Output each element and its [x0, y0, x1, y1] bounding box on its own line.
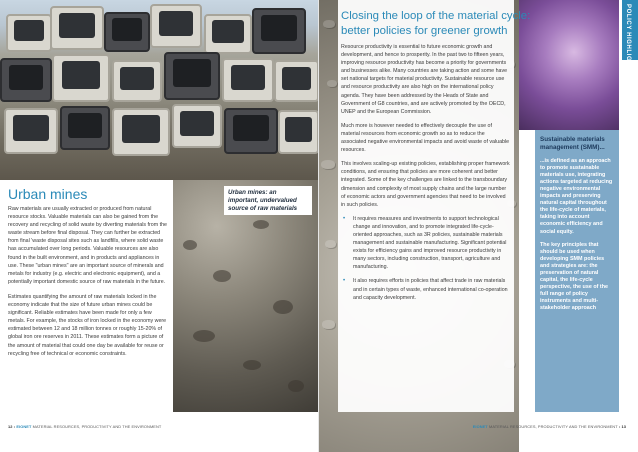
paragraph: Resource productivity is essential to future economic growth and development, and hence to prosperity. In the past two to fifteen years, improving resource productivity has become a priority for governments and businesses alike. Many countries are taking action and some have set national targets for material productivity. Sustainable resource use and resource productivity are also high on the international policy agenda. They have been addressed by the Heads of State and Government of G8 countries, and are actively promoted by the OECD, UNEP and the European Commission.	[341, 44, 508, 115]
monitor-image	[112, 60, 162, 102]
monitor-image	[52, 54, 110, 102]
bullet-list	[341, 215, 511, 302]
monitor-image	[172, 104, 222, 148]
smm-definition-box	[535, 130, 619, 412]
paragraph: Much more is however needed to effectively decouple the use of material resources from economic growth so as to reduce the associated negative environmental impacts and avoid waste of valuable resources.	[341, 122, 510, 154]
smm-box-paragraph: The key principles that should be used when developing SMM policies and strategies are: the preservation of natural capital, the life-cycle perspective, the use of the full range of policy instruments and multi-stakeholder approach	[540, 241, 609, 312]
monitor-image	[0, 58, 52, 102]
bullet-item: • It also requires efforts in policies that affect trade in raw materials and in certain types of waste, enhanced international co-operation and capacity development.	[341, 277, 511, 301]
urban-mines-body	[8, 205, 169, 365]
smm-box-title: Sustainable materials management (SMM)...	[540, 136, 605, 151]
footer-org: EIONET	[16, 424, 32, 429]
footer-org: EIONET	[472, 424, 488, 429]
paragraph: Estimates quantifying the amount of raw materials locked in the economy indicate that the size of future urban mines could be significant. Reliable estimates have been made for only a few metals. For example, the stocks of iron locked in the economy were estimated between 12 and 18 million tonnes or roughly 15-20% of global iron ore reserves in 2011. These estimates form a picture of the amount of material that could one day be available for reuse or recycling free of technical or economic constraints.	[8, 293, 167, 357]
monitor-image	[224, 108, 278, 154]
footer-separator: •	[618, 424, 621, 429]
smm-box-paragraph: ...is defined as an approach to promote sustainable materials use, integrating actions targeted at reducing negative environmental impacts and preserving natural capital throughout the life-cycle of materials, taking into account economic efficiency and social equity.	[540, 157, 613, 235]
monitor-image	[150, 4, 202, 48]
policy-highlights-tab	[622, 0, 638, 76]
bullet-item: • It requires measures and investments to support technological change and innovation, and to promote integrated life-cycle-oriented approaches, such as 3R policies, sustainable materials management and sustainable manufacturing. Significant potential exists for efficiency gains and improved resource productivity in many sectors, including construction, transport, agriculture and manufacturing.	[341, 215, 511, 272]
footer-left	[8, 424, 161, 429]
amethyst-crystal-photo	[519, 0, 619, 130]
monitor-image	[50, 6, 104, 50]
monitor-image	[164, 52, 220, 100]
pull-quote-text: Urban mines: an important, undervalued source of raw materials	[228, 189, 298, 212]
footer-right	[473, 424, 626, 429]
monitor-image	[112, 108, 170, 156]
monitor-image	[60, 106, 110, 150]
side-tab-label: POLICY HIGHLIGHTS	[625, 4, 631, 76]
footer-text: MATERIAL RESOURCES, PRODUCTIVITY AND THE ENVIRONMENT	[32, 424, 162, 429]
monitor-image	[222, 58, 274, 102]
monitor-image	[274, 60, 319, 102]
footer-separator: •	[13, 424, 16, 429]
section-title-closing-loop: Closing the loop of the material cycle: better policies for greener growth	[341, 10, 531, 37]
footer-text: MATERIAL RESOURCES, PRODUCTIVITY AND THE ENVIRONMENT	[488, 424, 618, 429]
section-title-urban-mines: Urban mines	[8, 186, 88, 202]
discarded-computers-photo	[0, 0, 319, 180]
paragraph: Raw materials are usually extracted or produced from natural resource stocks. Valuable materials can also be gained from the recovery and recycling of solid waste by diverting materials from the waste stream before final disposal. They can further be extracted from final 'waste disposal sites such as landfills, where solid waste has accumulated over long periods. Valuable resources are also found in the built environment, and in products and appliances in use. These "urban mines" are an important source of minerals and metals for industry (e.g. electric and electronic equipment), and a potentially important domestic source of raw materials in the future.	[8, 206, 167, 285]
monitor-image	[252, 8, 306, 54]
page-number: 12	[8, 424, 13, 429]
closing-loop-body	[341, 43, 511, 308]
monitor-image	[4, 108, 58, 154]
monitor-image	[104, 12, 150, 52]
monitor-image	[6, 14, 52, 52]
paragraph: This involves scaling-up existing policies, establishing proper framework conditions, and ensuring that policies are more coherent and better integrated. Some of the key challenges are linked to the transboundary dimension and complexity of most supply chains and the large number of economic actors and government agencies that need to be involved in such policies.	[341, 161, 510, 208]
pull-quote	[224, 186, 312, 215]
monitor-image	[278, 110, 319, 154]
page-number: 13	[621, 424, 626, 429]
monitor-image	[204, 14, 252, 54]
